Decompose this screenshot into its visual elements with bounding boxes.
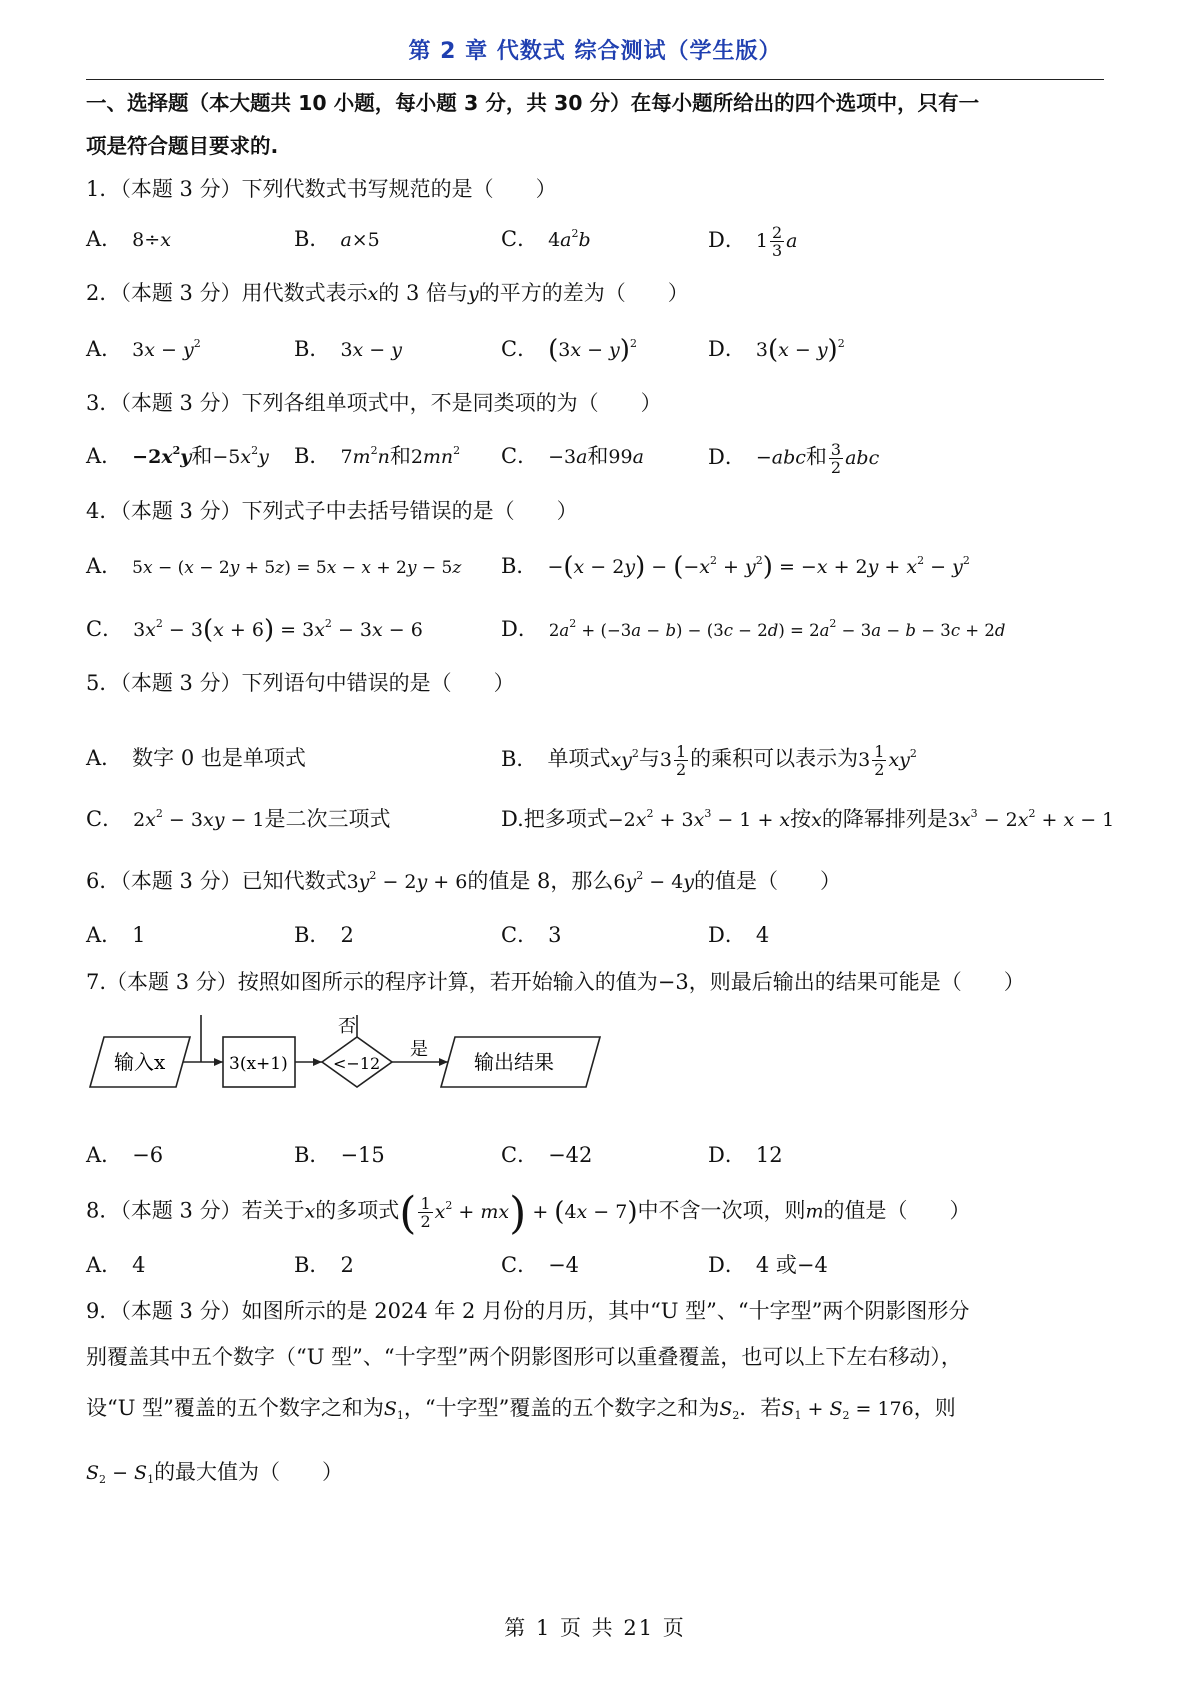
- q9-stem-line1: 9．（本题 3 分）如图所示的是 2024 年 2 月份的月历，其中“U 型”、“十字型”两个阴影图形分: [86, 1299, 970, 1323]
- q1-option-b[interactable]: B． a×5: [294, 227, 380, 251]
- q4-stem: 4．（本题 3 分）下列式子中去括号错误的是（ ）: [86, 499, 578, 523]
- flow-input-label: 输入x: [114, 1050, 166, 1074]
- flow-no-label: 否: [338, 1016, 356, 1037]
- q1-option-c[interactable]: C． $4a^2b$: [501, 227, 591, 251]
- q4-option-b[interactable]: B． $-(x - 2y) - (-x^2 + y^2) = -x + 2y + x^2 - y^2$: [501, 552, 970, 582]
- q2-option-d[interactable]: D． $3(x - y)^2$: [708, 335, 845, 365]
- header-rule: [86, 79, 1104, 80]
- q8-option-d[interactable]: D． 4 或−4: [708, 1253, 828, 1277]
- q2-option-c[interactable]: C． $(3x - y)^2$: [501, 335, 637, 365]
- q1-option-a[interactable]: A． 8÷x: [86, 227, 171, 251]
- q7-option-b[interactable]: B． −15: [294, 1143, 385, 1167]
- q7-option-c[interactable]: C． −42: [501, 1143, 593, 1167]
- q5-option-c[interactable]: C． $2x^2 - 3xy - 1$是二次三项式: [86, 807, 391, 831]
- q7-option-a[interactable]: A． −6: [86, 1143, 164, 1167]
- q3-stem: 3．（本题 3 分）下列各组单项式中，不是同类项的为（ ）: [86, 391, 662, 415]
- q8-option-c[interactable]: C． −4: [501, 1253, 580, 1277]
- q4-option-c[interactable]: C． $3x^2 - 3(x + 6) = 3x^2 - 3x - 6$: [86, 615, 423, 645]
- q6-stem: 6．（本题 3 分）已知代数式$3y^2 - 2y + 6$的值是 8，那么$6y^2 - 4y$的值是（ ）: [86, 869, 842, 893]
- q5-option-a[interactable]: A． 数字 0 也是单项式: [86, 746, 306, 770]
- flow-process-label: 3(x+1): [229, 1054, 288, 1074]
- section-heading-cont: 项是符合题目要求的.: [86, 134, 279, 158]
- q8-option-a[interactable]: A． 4: [86, 1253, 146, 1277]
- section-heading: 一、选择题（本大题共 10 小题，每小题 3 分，共 30 分）在每小题所给出的四个选项中，只有一: [86, 91, 980, 115]
- q9-stem-line3: 设“U 型”覆盖的五个数字之和为$S_1$，“十字型”覆盖的五个数字之和为$S_2$．若$S_1 + S_2 = 176$，则: [86, 1396, 956, 1422]
- q6-option-b[interactable]: B． 2: [294, 923, 354, 947]
- q5-option-d[interactable]: D.把多项式$-2x^2 + 3x^3 - 1 + x$按x的降幂排列是$3x^3 - 2x^2 + x - 1$: [501, 807, 1115, 831]
- q6-option-d[interactable]: D． 4: [708, 923, 770, 947]
- flow-yes-label: 是: [410, 1039, 428, 1060]
- q7-flowchart: [86, 1015, 626, 1105]
- page-footer: 第 1 页 共 21 页: [504, 1616, 686, 1640]
- q7-option-d[interactable]: D． 12: [708, 1143, 783, 1167]
- q6-option-a[interactable]: A． 1: [86, 923, 146, 947]
- q5-stem: 5．（本题 3 分）下列语句中错误的是（ ）: [86, 671, 515, 695]
- q6-option-c[interactable]: C． 3: [501, 923, 562, 947]
- q2-stem: 2．（本题 3 分）用代数式表示x的 3 倍与y的平方的差为（ ）: [86, 281, 689, 305]
- q2-option-b[interactable]: B． 3x − y: [294, 337, 402, 361]
- page-title: 第 2 章 代数式 综合测试（学生版）: [408, 39, 782, 64]
- q9-stem-line2: 别覆盖其中五个数字（“U 型”、“十字型”两个阴影图形可以重叠覆盖，也可以上下左右移动），: [86, 1345, 962, 1369]
- q9-stem-line4: $S_2 - S_1$的最大值为（ ）: [86, 1460, 344, 1486]
- q5-option-b[interactable]: B． 单项式$xy^2$与3 $\frac{1}{2}$ 的乘积可以表示为3 $\frac{1}{2}$ $xy^2$: [501, 742, 917, 779]
- q3-option-c[interactable]: C． −3a和99a: [501, 444, 644, 468]
- q1-option-d[interactable]: D． 1 $\frac{2}{3}$ a: [708, 223, 798, 260]
- flow-output-label: 输出结果: [474, 1050, 554, 1074]
- q3-option-b[interactable]: B． $7m^2n$和$2mn^2$: [294, 444, 461, 468]
- q4-option-d[interactable]: D． $2a^2 + (-3a - b) - (3c - 2d) = 2a^2 - 3a - b - 3c + 2d$: [501, 617, 1006, 641]
- flow-condition-label: <−12: [333, 1054, 381, 1073]
- q2-option-a[interactable]: A． $3x - y^2$: [86, 337, 201, 361]
- q8-option-b[interactable]: B． 2: [294, 1253, 354, 1277]
- q1-stem: 1．（本题 3 分）下列代数式书写规范的是（ ）: [86, 177, 557, 201]
- q4-option-a[interactable]: A． 5x − (x − 2y + 5z) = 5x − x + 2y − 5z: [86, 554, 462, 578]
- q3-option-d[interactable]: D． −abc和 $\frac{3}{2}$ abc: [708, 440, 880, 477]
- q8-stem: 8．（本题 3 分）若关于x的多项式( $\frac{1}{2}$ $x^2 + mx) + (4x - 7)$中不含一次项，则m的值是（ ）: [86, 1187, 971, 1239]
- q3-option-a[interactable]: A． $-2x^2y$和$-5x^2y$: [86, 444, 269, 468]
- q7-stem: 7.（本题 3 分）按照如图所示的程序计算，若开始输入的值为−3，则最后输出的结果可能是（ ）: [86, 970, 1025, 994]
